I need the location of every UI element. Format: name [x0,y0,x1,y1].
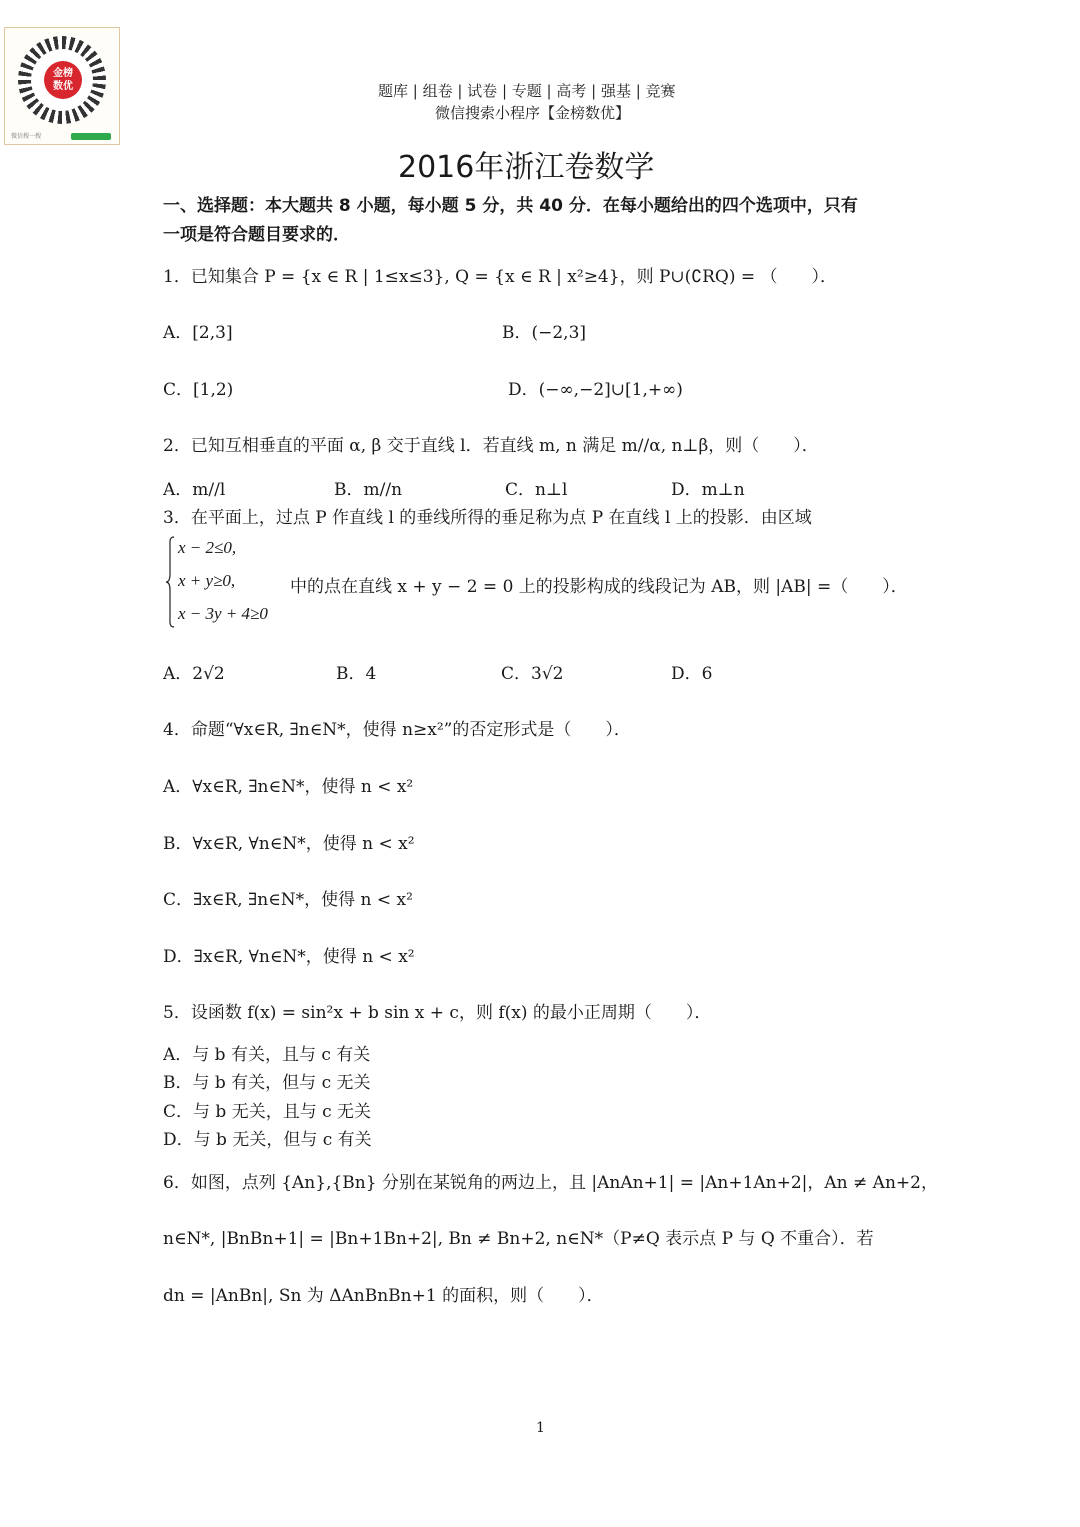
header-search-hint: 微信搜索小程序【金榜数优】 [435,104,631,122]
question-1-stem: 1．已知集合 P = {x ∈ R | 1≤x≤3}, Q = {x ∈ R | x²≥4}，则 P∪(∁RQ) = （ ）． [163,267,838,287]
question-4-option-c: C．∃x∈R, ∃n∈N*，使得 n < x² [163,890,413,910]
question-1-option-a: A．[2,3] [163,323,233,343]
question-6-line-2: n∈N*, |BnBn+1| = |Bn+1Bn+2|, Bn ≠ Bn+2, n∈N*（P≠Q 表示点 P 与 Q 不重合）．若 [163,1229,874,1249]
question-4-stem: 4．命题“∀x∈R, ∃n∈N*，使得 n≥x²”的否定形式是（ ）． [163,720,631,740]
question-1-option-c: C．[1,2) [163,380,234,400]
question-2-option-b: B．m//n [334,480,403,500]
qr-code-badge[interactable] [4,27,120,145]
question-5-stem: 5．设函数 f(x) = sin²x + b sin x + c，则 f(x) 的最小正周期（ ）． [163,1003,712,1023]
question-5-option-a: A．与 b 有关，且与 c 有关 [163,1045,371,1065]
brand-logo: 金榜 数优 [44,61,82,99]
question-6-line-1: 6．如图，点列 {An},{Bn} 分别在某锐角的两边上，且 |AnAn+1| = |An+1An+2|，An ≠ An+2， [163,1173,938,1193]
question-5-option-d: D．与 b 无关，但与 c 有关 [163,1130,372,1150]
question-3-option-b: B．4 [336,664,377,684]
question-3-stem: 3．在平面上，过点 P 作直线 l 的垂线所得的垂足称为点 P 在直线 l 上的投影．由区域 [163,508,812,528]
section-heading-line1: 一、选择题：本大题共 8 小题，每小题 5 分，共 40 分．在每小题给出的四个选项中，只有 [163,196,858,216]
question-2-option-c: C．n⊥l [505,480,568,500]
question-3-option-c: C．3√2 [501,664,564,684]
question-3-inequality-2: x + y≥0, [178,571,236,590]
question-6-line-3: dn = |AnBn|, Sn 为 ΔAnBnBn+1 的面积，则（ ）． [163,1286,604,1306]
question-2-option-d: D．m⊥n [671,480,745,500]
question-1-option-b: B．(−2,3] [502,323,587,343]
header-categories: 题库 | 组卷 | 试卷 | 专题 | 高考 | 强基 | 竞赛 [378,82,676,100]
question-4-option-a: A．∀x∈R, ∃n∈N*，使得 n < x² [163,777,414,797]
page-title: 2016年浙江卷数学 [398,150,655,185]
question-1-option-d: D．(−∞,−2]∪[1,+∞) [508,380,683,400]
question-3-option-d: D．6 [671,664,713,684]
section-heading-line2: 一项是符合题目要求的． [163,225,350,245]
question-5-option-c: C．与 b 无关，且与 c 无关 [163,1102,372,1122]
question-5-option-b: B．与 b 有关，但与 c 无关 [163,1073,371,1093]
question-2-option-a: A．m//l [163,480,226,500]
page-number: 1 [536,1420,545,1436]
question-4-option-b: B．∀x∈R, ∀n∈N*，使得 n < x² [163,834,415,854]
left-brace-icon [165,536,175,628]
question-3-option-a: A．2√2 [163,664,225,684]
question-3-stem-continued: 中的点在直线 x + y − 2 = 0 上的投影构成的线段记为 AB，则 |AB| =（ ）． [290,577,908,597]
question-2-stem: 2．已知互相垂直的平面 α, β 交于直线 l．若直线 m, n 满足 m//α, n⊥β，则（ ）． [163,436,819,456]
qr-search-button-icon [71,133,111,140]
question-3-inequality-3: x − 3y + 4≥0 [178,604,268,623]
question-4-option-d: D．∃x∈R, ∀n∈N*，使得 n < x² [163,947,415,967]
question-3-inequality-1: x − 2≤0, [178,538,237,557]
qr-caption: 微信搜一搜 [11,133,42,140]
